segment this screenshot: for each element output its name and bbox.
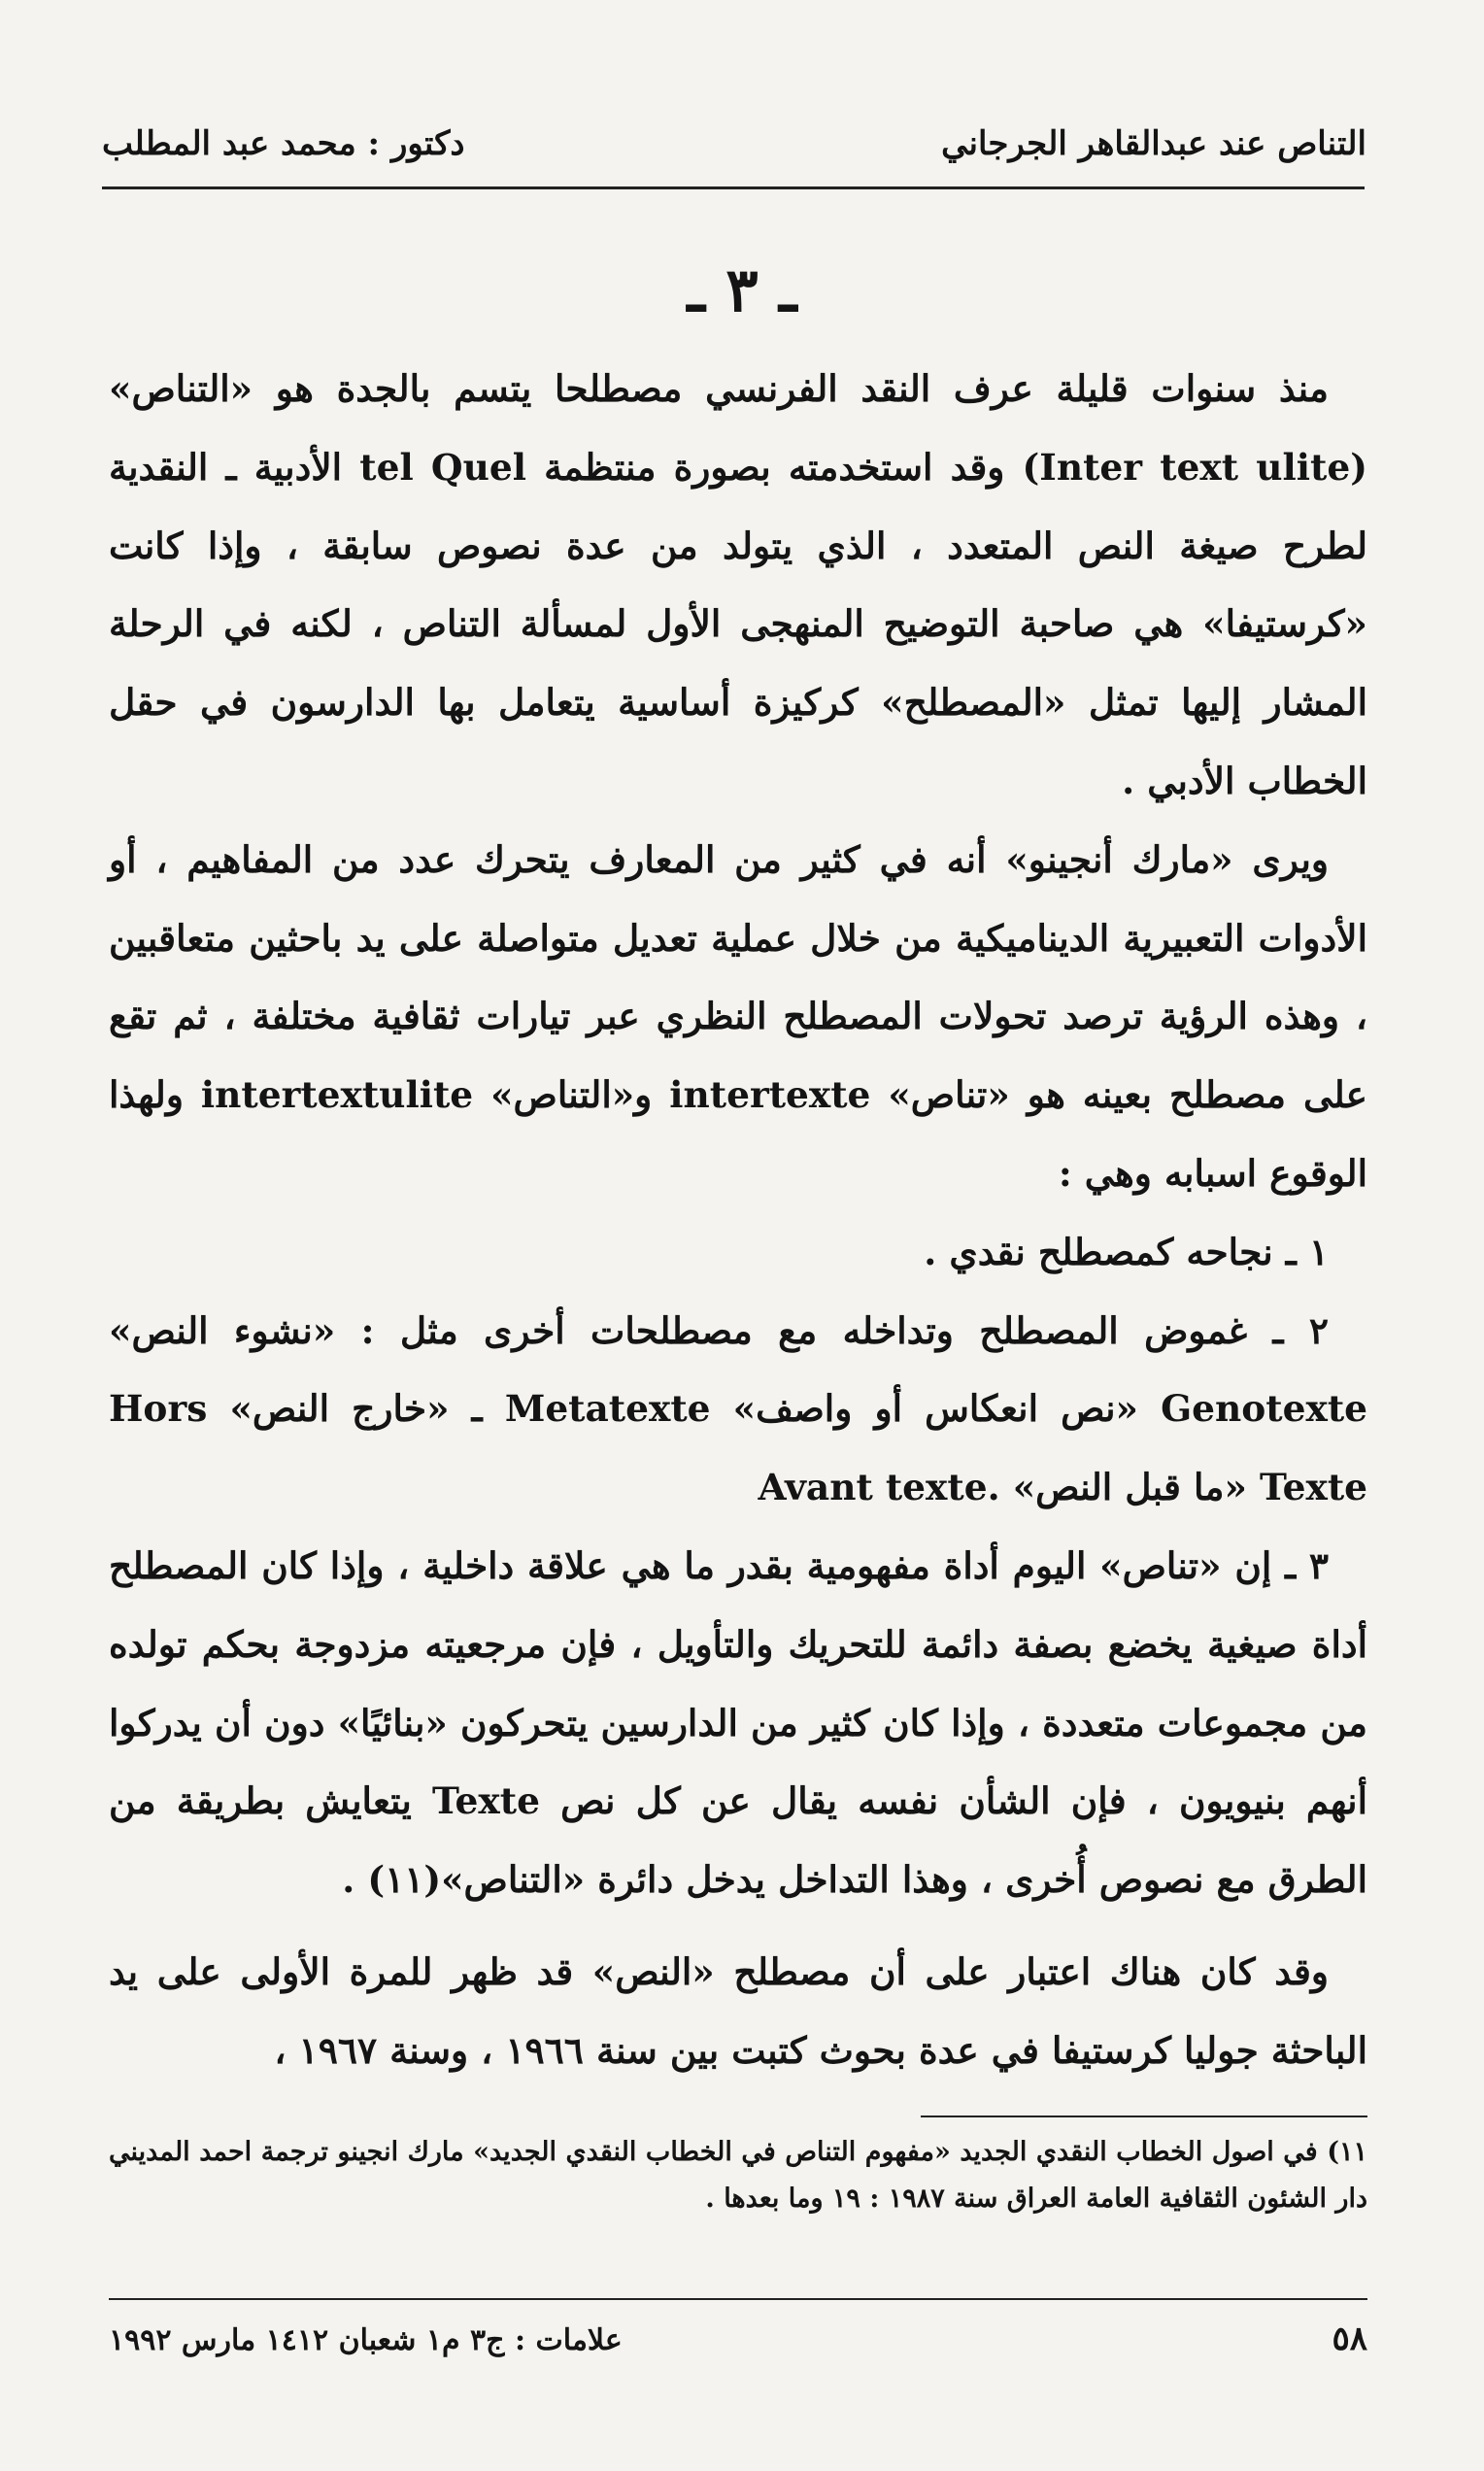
footer-rule — [109, 2298, 1367, 2300]
paragraph-angenot: ويرى «مارك أنجينو» أنه في كثير من المعارف يتحرك عدد من المفاهيم ، أو الأدوات التعبيرية الديناميكية من خلال عملية تعديل متواصلة على يد باحثين متعاقبين ، وهذه الرؤية ترصد تحولات المصطلح النظري عبر تيارات ثقافية مختلفة ، ثم تقع على مصطلح بعينه هو «تناص» intertexte و«التناص» intertextulite ولهذا الوقوع اسبابه وهي : — [109, 837, 1367, 1195]
author-name: دكتور : محمد عبد المطلب — [102, 124, 465, 163]
footnote — [109, 2129, 1367, 2222]
body-text — [109, 350, 1367, 2090]
running-header — [102, 115, 1366, 185]
list-item-3: ٣ ـ إن «تناص» اليوم أداة مفهومية بقدر ما هي علاقة داخلية ، وإذا كان المصطلح أداة صيغية يخضع بصفة دائمة للتحريك والتأويل ، فإن مرجعيته مزدوجة بحكم تولده من مجموعات متعددة ، وإذا كان كثير من الدارسين يتحركون «بنائيًا» دون أن يدركوا أنهم بنيويون ، فإن الشأن نفسه يقال عن كل نص Texte يتعايش بطريقة من الطرق مع نصوص أُخرى ، وهذا التداخل يدخل دائرة «التناص»(١١) . — [109, 1543, 1368, 1902]
list-item-1: ١ ـ نجاحه كمصطلح نقدي . — [924, 1230, 1329, 1273]
footnote-rule — [921, 2116, 1367, 2117]
section-number: ـ ٣ ـ — [687, 254, 797, 325]
header-rule — [102, 186, 1365, 189]
book-title: التناص عند عبدالقاهر الجرجاني — [941, 124, 1366, 163]
journal-citation: علامات : ج٣ م١ شعبان ١٤١٢ مارس ١٩٩٢ — [109, 2323, 623, 2357]
paragraph-kristeva: وقد كان هناك اعتبار على أن مصطلح «النص» قد ظهر للمرة الأولى على يد الباحثة جوليا كرستيفا في عدة بحوث كتبت بين سنة ١٩٦٦ ، وسنة ١٩٦٧ ، — [109, 1949, 1367, 2072]
page-number: ٥٨ — [1332, 2319, 1367, 2358]
paragraph-intro: منذ سنوات قليلة عرف النقد الفرنسي مصطلحا يتسم بالجدة هو «التناص» (Inter text ulite) وقد استخدمته بصورة منتظمة tel Quel الأدبية ـ النقدية لطرح صيغة النص المتعدد ، الذي يتولد من عدة نصوص سابقة ، وإذا كانت «كرستيفا» هي صاحبة التوضيح المنهجى الأول لمسألة التناص ، لكنه في الرحلة المشار إليها تمثل «المصطلح» كركيزة أساسية يتعامل بها الدارسون في حقل الخطاب الأدبي . — [109, 367, 1367, 802]
list-item-2: ٢ ـ غموض المصطلح وتداخله مع مصطلحات أخرى مثل : «نشوء النص» Genotexte «نص انعكاس أو واصف» Metatexte ـ «خارج النص» Hors Texte «ما قبل النص» .Avant texte — [109, 1308, 1368, 1509]
footnote-text: ١١) في اصول الخطاب النقدي الجديد «مفهوم التناص في الخطاب النقدي الجديد» مارك انجينو ترجمة احمد المديني دار الشئون الثقافية العامة العراق سنة ١٩٨٧ : ١٩ وما بعدها . — [109, 2137, 1367, 2214]
page-footer — [109, 2319, 1367, 2378]
